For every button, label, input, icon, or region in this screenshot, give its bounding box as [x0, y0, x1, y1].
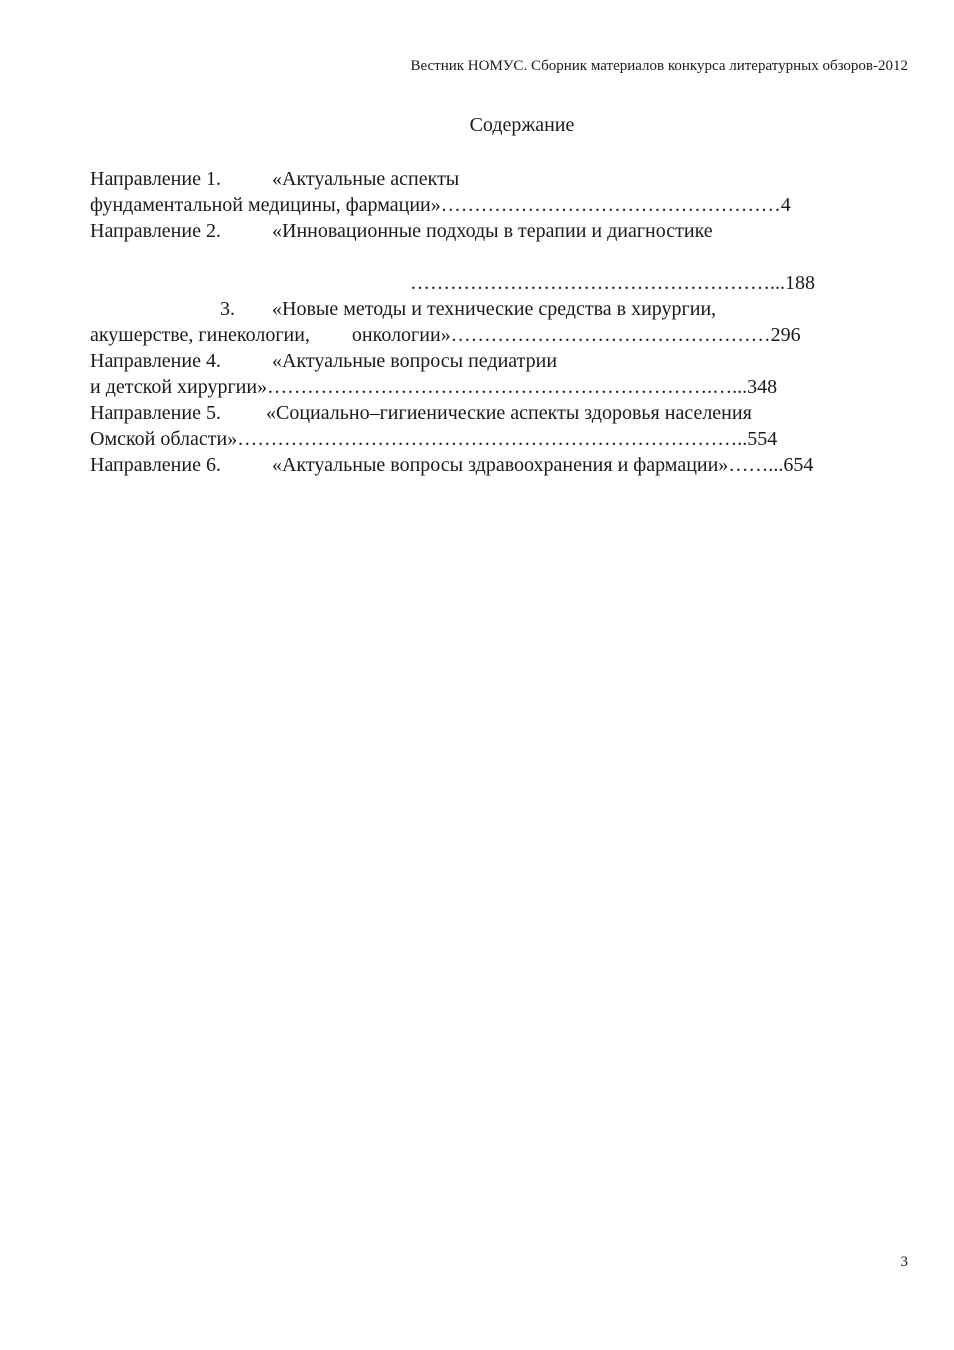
toc-entry-3-title-part-1: «Новые методы и технические средства в хирургии,	[272, 298, 717, 320]
toc-entry-2-leader-dots: ………………………………………………...	[410, 272, 785, 294]
toc-entry-2-line-2[interactable]	[90, 270, 890, 296]
toc-entry-5-leader-dots: …………………………………………………………………..	[237, 428, 748, 450]
toc-entry-3-title-part-3: онкологии»	[351, 324, 451, 346]
toc-entry-4-line-1[interactable]	[90, 348, 890, 374]
toc-entry-3-label: 3.	[220, 298, 235, 320]
toc-entry-1-page: 4	[780, 194, 791, 216]
toc-entry-6-leader-dots: ……...	[728, 454, 784, 476]
toc-entry-1-label: Направление 1.	[90, 168, 221, 190]
toc-entry-5-page: 554	[747, 428, 778, 450]
toc-entry-3-page: 296	[770, 324, 801, 346]
toc-entry-1-line-2[interactable]	[90, 192, 890, 218]
toc-entry-2-label: Направление 2.	[90, 220, 221, 242]
toc-entry-4-leader-dots: ………………………………………………………….…...	[267, 376, 748, 398]
toc-entry-5-line-1[interactable]	[90, 400, 890, 426]
toc-entry-6-title: «Актуальные вопросы здравоохранения и фармации»	[272, 454, 729, 476]
toc-entry-1-title-part-1: «Актуальные аспекты	[272, 168, 460, 190]
toc-entry-1-leader-dots: ……………………………………………	[440, 194, 781, 216]
toc-entry-5-title-part-1: «Социально–гигиенические аспекты здоровья населения	[266, 402, 752, 424]
toc-entry-6-label: Направление 6.	[90, 454, 221, 476]
page-title: Содержание	[469, 114, 575, 136]
toc-entry-6-line-1[interactable]	[90, 452, 890, 478]
toc-entry-4-title-part-2: и детской хирургии»	[90, 376, 268, 398]
toc-entry-2-page: 188	[785, 272, 815, 294]
toc-entry-5-label: Направление 5.	[90, 402, 221, 424]
toc-entry-3-line-1[interactable]	[90, 296, 890, 322]
toc-entry-3-line-2[interactable]	[90, 322, 890, 348]
toc-entry-2-line-1[interactable]	[90, 218, 890, 244]
table-of-contents	[90, 166, 890, 478]
toc-entry-5-title-part-2: Омской области»	[90, 428, 238, 450]
toc-entry-3-title-part-2: акушерстве, гинекологии,	[90, 324, 310, 346]
toc-blank-line	[90, 244, 890, 270]
toc-entry-4-title-part-1: «Актуальные вопросы педиатрии	[272, 350, 558, 372]
toc-entry-4-label: Направление 4.	[90, 350, 221, 372]
toc-entry-4-line-2[interactable]	[90, 374, 890, 400]
running-header: Вестник НОМУС. Сборник материалов конкурса литературных обзоров-2012	[410, 58, 908, 74]
toc-entry-5-line-2[interactable]	[90, 426, 890, 452]
toc-entry-3-leader-dots: …………………………………………	[450, 324, 771, 346]
page-number: 3	[900, 1254, 908, 1270]
toc-entry-1-title-part-2: фундаментальной медицины, фармации»	[90, 194, 441, 216]
toc-entry-2-title: «Инновационные подходы в терапии и диагностике	[272, 220, 713, 242]
toc-entry-1-line-1	[90, 166, 890, 192]
toc-entry-4-page: 348	[747, 376, 778, 398]
toc-entry-6-page: 654	[783, 454, 814, 476]
